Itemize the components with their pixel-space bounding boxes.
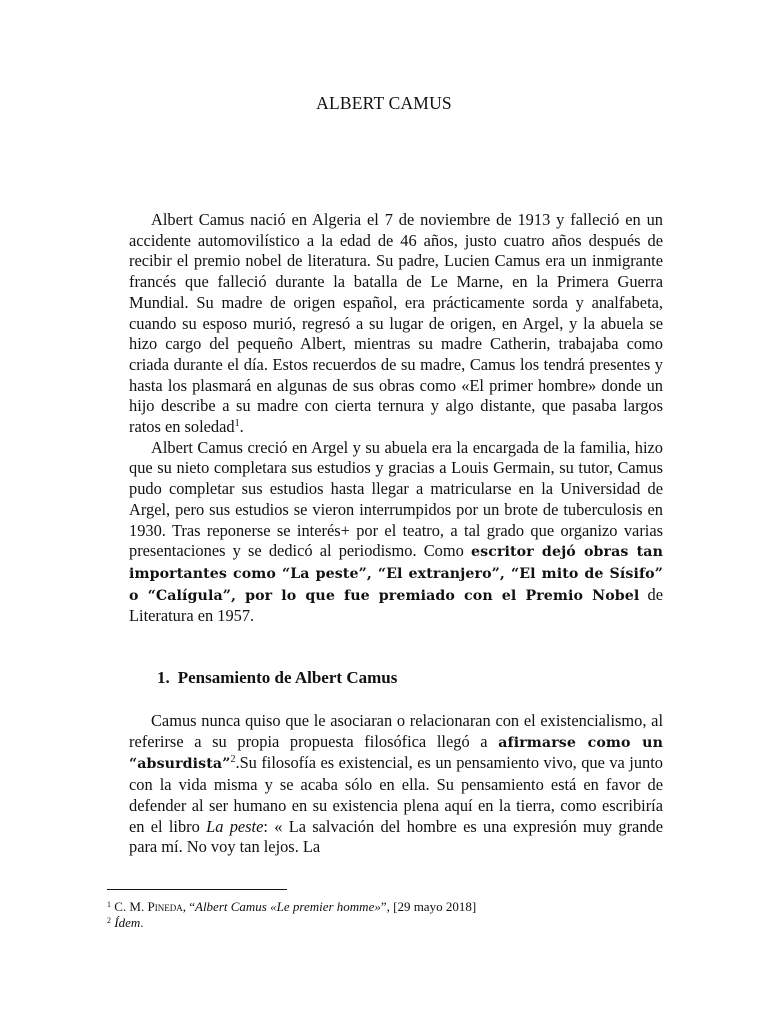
paragraph-text: .Su filosofía es existencial, es un pensamiento vivo, que va junto con la vida misma y se acaba sólo en ella. Su pensamiento está en favor de defender al ser humano en su existencia plena aquí en la tierra, como escribiría en el libro: [129, 753, 663, 836]
footnote-text: , “: [182, 899, 195, 914]
paragraph-text: de Literatura en 1957.: [129, 584, 663, 626]
footnote-1: [107, 899, 667, 915]
footnote-author-caps: ineda: [154, 899, 183, 914]
bold-text: escritor dejó obras tan importantes como “La peste”, “El extranjero”, “El mito de Sísifo” o “Calígula”, por lo que fue premiado con el Premio Nobel: [129, 544, 663, 604]
paragraph-education: [129, 438, 663, 627]
footnote-text: ”, [29 mayo 2018]: [380, 899, 477, 914]
footnote-work: Albert Camus «Le premier homme»: [195, 899, 381, 914]
section-heading: [157, 668, 397, 688]
footnote-text: Ídem: [114, 915, 141, 930]
paragraph-text: Albert Camus nació en Algeria el 7 de noviembre de 1913 y falleció en un accidente automovilístico a la edad de 46 años, justo cuatro años después de recibir el premio nobel de literatura. Su padre, Lucien Camus era un inmigrante francés que falleció durante la batalla de Le Marne, en la Primera Guerra Mundial. Su madre de origen español, era prácticamente sorda y analfabeta, cuando su esposo murió, regresó a su lugar de origen, en Argel, y la abuela se hizo cargo del pequeño Albert, mientras su madre Catherin, trabajaba como criada durante el día. Estos recuerdos de su madre, Camus los tendrá presentes y hasta los plasmará en algunas de sus obras como «El primer hombre» donde un hijo describe a su madre con cierta ternura y algo distante, que pasaba largos ratos en soledad: [129, 210, 663, 437]
footnotes: [107, 899, 667, 931]
paragraph-text: Albert Camus creció en Argel y su abuela era la encargada de la familia, hizo que su nieto completara sus estudios y gracias a Louis Germain, su tutor, Camus pudo completar sus estudios hasta llegar a matricularse en la Universidad de Argel, pero sus estudios se vieron interrumpidos por un brote de tuberculosis en 1930. Tras reponerse se interés+ por el teatro, a tal grado que organizo varias presentaciones y se dedicó al periodismo. Como: [129, 437, 663, 561]
footnote-number: 1: [107, 900, 111, 909]
section-number: 1.: [157, 668, 170, 687]
footnote-2: [107, 915, 667, 931]
footnote-author: C. M. P: [114, 899, 155, 914]
book-title: La peste: [206, 816, 264, 836]
footnote-divider: [107, 889, 287, 890]
footnote-ref[interactable]: 2: [230, 754, 236, 766]
paragraph-text: : « La salvación del hombre es una expresión muy grande para mí. No voy tan lejos. La: [129, 816, 663, 857]
footnote-number: 2: [107, 916, 111, 925]
footnote-ref[interactable]: 1: [234, 418, 240, 430]
thought-section: [129, 711, 663, 858]
paragraph-text: .: [239, 417, 244, 437]
intro-section: [129, 210, 663, 627]
page-title: ALBERT CAMUS: [316, 93, 452, 113]
paragraph-text: Camus nunca quiso que le asociaran o relacionaran con el existencialismo, al referirse a su propia propuesta filosófica llegó a: [129, 711, 663, 751]
footnote-text: .: [140, 915, 144, 930]
paragraph-biography: [129, 210, 663, 438]
section-title: Pensamiento de Albert Camus: [177, 668, 398, 687]
paragraph-philosophy: [129, 711, 663, 858]
bold-text: afirmarse como un “absurdista”: [129, 734, 663, 773]
